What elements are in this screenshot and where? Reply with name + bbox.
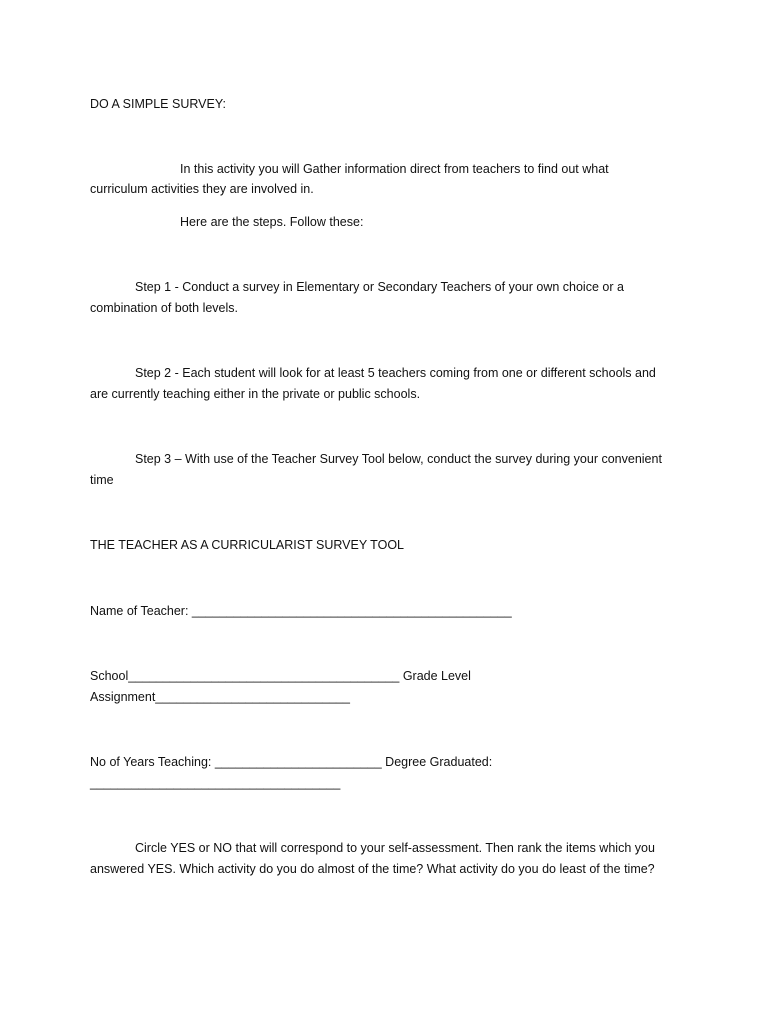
- name-of-teacher-field: Name of Teacher: ______________________________________________: [90, 604, 512, 618]
- steps-lead: Here are the steps. Follow these:: [180, 215, 364, 229]
- instructions-line-2: answered YES. Which activity do you do almost of the time? What activity do you do least of the time?: [90, 862, 655, 876]
- degree-blank-field: ____________________________________: [90, 776, 341, 790]
- step1-line-2: combination of both levels.: [90, 301, 239, 315]
- survey-tool-title: THE TEACHER AS A CURRICULARIST SURVEY TOOL: [90, 538, 404, 552]
- years-degree-field: No of Years Teaching: ________________________ Degree Graduated:: [90, 755, 493, 769]
- intro-line-2: curriculum activities they are involved in.: [90, 182, 314, 196]
- intro-line-1: In this activity you will Gather information direct from teachers to find out what: [180, 162, 609, 176]
- step2-line-1: Step 2 - Each student will look for at least 5 teachers coming from one or different schools and: [135, 366, 656, 380]
- step1-line-1: Step 1 - Conduct a survey in Elementary or Secondary Teachers of your own choice or a: [135, 280, 624, 294]
- school-grade-field: School_______________________________________ Grade Level: [90, 669, 471, 683]
- step3-line-1: Step 3 – With use of the Teacher Survey Tool below, conduct the survey during your convenient: [135, 452, 662, 466]
- step3-line-2: time: [90, 473, 114, 487]
- step2-line-2: are currently teaching either in the private or public schools.: [90, 387, 421, 401]
- assignment-field: Assignment____________________________: [90, 690, 350, 704]
- instructions-line-1: Circle YES or NO that will correspond to your self-assessment. Then rank the items which you: [135, 841, 655, 855]
- document-title: DO A SIMPLE SURVEY:: [90, 97, 226, 111]
